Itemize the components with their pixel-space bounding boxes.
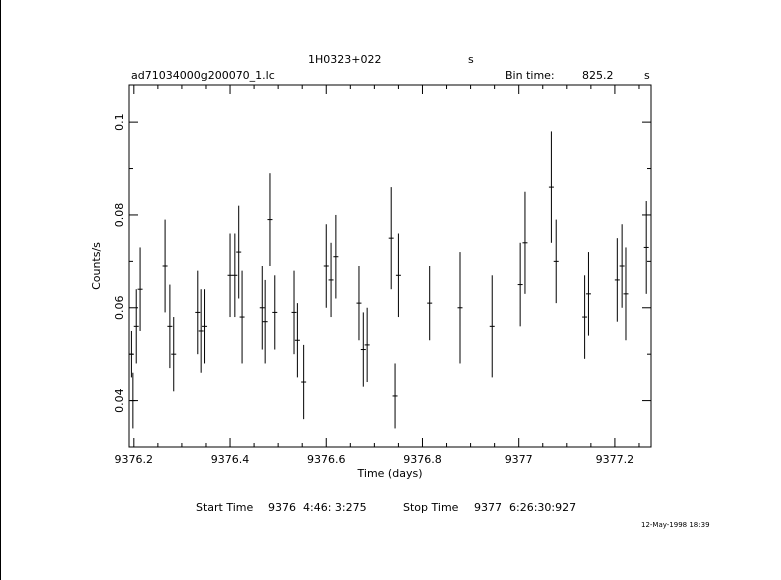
- bin-time-unit: s: [644, 69, 650, 82]
- data-point: [232, 234, 237, 318]
- data-point: [333, 215, 338, 299]
- data-point: [260, 266, 265, 350]
- data-point: [199, 289, 204, 373]
- date-stamp: 12-May-1998 18:39: [641, 521, 710, 529]
- data-point: [554, 220, 559, 304]
- x-tick-label: 9376.2: [114, 453, 154, 466]
- data-point: [549, 131, 554, 242]
- data-point: [202, 289, 207, 363]
- data-point: [518, 243, 523, 327]
- data-point: [389, 187, 394, 289]
- data-point: [393, 363, 398, 428]
- data-point: [623, 247, 628, 340]
- x-axis-label: Time (days): [357, 467, 423, 480]
- y-tick-label: 0.04: [113, 388, 126, 413]
- x-tick-label: 9377.2: [595, 453, 635, 466]
- data-point: [458, 252, 463, 363]
- bin-time-value: 825.2: [582, 69, 614, 82]
- data-point: [138, 247, 143, 331]
- data-point: [272, 275, 277, 349]
- data-point: [365, 308, 370, 382]
- data-point: [267, 173, 272, 266]
- data-point: [615, 238, 620, 322]
- data-point: [240, 271, 245, 364]
- data-point: [396, 234, 401, 318]
- y-tick-label: 0.06: [113, 295, 126, 321]
- data-point: [134, 289, 139, 363]
- start-time-value: 9376 4:46: 3:275: [268, 501, 367, 514]
- data-point: [324, 224, 329, 308]
- axis-ticks: [129, 85, 651, 447]
- file-name: ad71034000g200070_1.lc: [131, 69, 275, 82]
- data-point: [236, 206, 241, 299]
- x-tick-label: 9376.6: [307, 453, 346, 466]
- x-tick-label: 9376.8: [403, 453, 442, 466]
- data-point: [620, 224, 625, 308]
- data-point: [490, 275, 495, 377]
- stop-time-value: 9377 6:26:30:927: [474, 501, 577, 514]
- y-tick-label: 0.1: [113, 113, 126, 131]
- data-point: [292, 271, 297, 355]
- bin-time-label: Bin time:: [505, 69, 555, 82]
- data-point: [356, 266, 361, 340]
- data-point: [427, 266, 432, 340]
- y-axis-label: Counts/s: [90, 242, 103, 290]
- data-point: [301, 345, 306, 419]
- data-point: [195, 271, 200, 355]
- data-point: [522, 192, 527, 294]
- object-name: 1H0323+022: [308, 53, 382, 66]
- data-point: [263, 280, 268, 364]
- start-time-label: Start Time: [196, 501, 254, 514]
- data-point: [167, 285, 172, 369]
- data-point: [129, 331, 134, 377]
- data-point: [361, 312, 366, 386]
- data-point: [171, 317, 176, 391]
- data-point: [163, 220, 168, 313]
- plot-frame: [129, 85, 651, 447]
- data-point: [130, 373, 135, 429]
- data-point: [329, 243, 334, 317]
- object-unit: s: [468, 53, 474, 66]
- x-tick-label: 9376.4: [210, 453, 250, 466]
- x-tick-label: 9377: [504, 453, 533, 466]
- data-point: [582, 275, 587, 359]
- stop-time-label: Stop Time: [403, 501, 459, 514]
- data-point: [586, 252, 591, 336]
- y-tick-label: 0.08: [113, 202, 126, 228]
- data-point: [295, 303, 300, 377]
- data-point: [228, 234, 233, 318]
- data-points: [129, 131, 649, 428]
